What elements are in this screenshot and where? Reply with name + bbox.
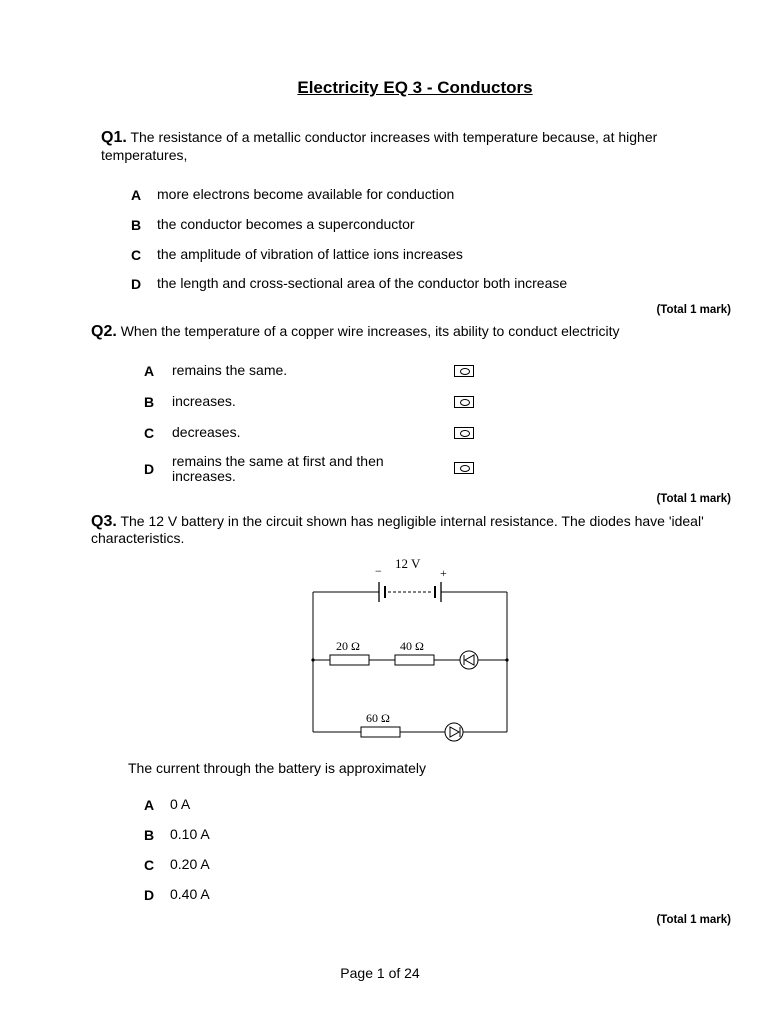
page-of-label: of: [388, 965, 401, 981]
q2-option-text: remains the same.: [172, 362, 288, 378]
oval-mark-icon: [460, 465, 470, 472]
q3-option-letter: B: [144, 827, 155, 843]
q3-option-letter: C: [144, 857, 155, 873]
q3-option-text: 0 A: [170, 796, 191, 812]
q2-option-letter: A: [144, 363, 155, 379]
question-3-text: [91, 513, 704, 530]
question-3-number: Q3.: [91, 513, 117, 530]
q1-option-letter: A: [131, 187, 142, 203]
question-1-stem-line2: temperatures,: [101, 147, 188, 163]
resistor-20-label: 20 Ω: [336, 639, 360, 653]
q2-option-letter: C: [144, 425, 155, 441]
question-1-number: Q1.: [101, 129, 127, 146]
battery-plus: +: [440, 566, 447, 580]
q1-option-text: the length and cross-sectional area of the conductor both increase: [157, 275, 568, 291]
answer-checkbox-a[interactable]: [454, 365, 474, 377]
battery-minus: −: [375, 564, 382, 578]
resistor-40-label: 40 Ω: [400, 639, 424, 653]
q3-option-letter: A: [144, 797, 155, 813]
q1-option-text: more electrons become available for conduction: [157, 186, 455, 202]
q2-option-text-line2: increases.: [172, 468, 236, 484]
oval-mark-icon: [460, 368, 470, 375]
q3-total-mark: (Total 1 mark): [656, 914, 731, 926]
q3-option-text: 0.20 A: [170, 856, 210, 872]
q1-option-letter: C: [131, 247, 142, 263]
q2-option-text: increases.: [172, 393, 236, 409]
answer-checkbox-b[interactable]: [454, 396, 474, 408]
q2-total-mark: (Total 1 mark): [656, 493, 731, 505]
answer-checkbox-c[interactable]: [454, 427, 474, 439]
q1-total-mark: (Total 1 mark): [656, 304, 731, 316]
question-1-text: [101, 129, 657, 146]
q2-option-letter: B: [144, 394, 155, 410]
circuit-diagram: [300, 553, 520, 743]
question-3-prompt: The current through the battery is approximately: [128, 760, 427, 776]
q1-option-letter: D: [131, 276, 142, 292]
q2-option-text-line1: remains the same at first and then: [172, 453, 384, 469]
question-3-stem-line2: characteristics.: [91, 530, 185, 546]
q3-option-text: 0.10 A: [170, 826, 210, 842]
q1-option-text: the conductor becomes a superconductor: [157, 216, 415, 232]
q2-option-text: decreases.: [172, 424, 241, 440]
question-3-stem-line1: The 12 V battery in the circuit shown has negligible internal resistance. The diodes have 'ideal': [120, 513, 704, 529]
page-total: 24: [404, 965, 420, 981]
q3-option-letter: D: [144, 887, 155, 903]
q1-option-text: the amplitude of vibration of lattice ions increases: [157, 246, 463, 262]
q2-option-letter: D: [144, 461, 155, 477]
resistor-60-label: 60 Ω: [366, 711, 390, 725]
page-number: 1: [376, 965, 385, 981]
question-2-text: [91, 323, 619, 340]
page-footer: [0, 965, 760, 981]
q1-option-letter: B: [131, 217, 142, 233]
page-title: Electricity EQ 3 - Conductors: [297, 78, 533, 97]
answer-checkbox-d[interactable]: [454, 462, 474, 474]
question-1-stem-line1: The resistance of a metallic conductor increases with temperature because, at higher: [130, 129, 658, 145]
question-2-stem: When the temperature of a copper wire increases, its ability to conduct electricity: [120, 323, 620, 339]
q3-option-text: 0.40 A: [170, 886, 210, 902]
oval-mark-icon: [460, 430, 470, 437]
oval-mark-icon: [460, 399, 470, 406]
battery-label: 12 V: [395, 556, 421, 571]
page-label: Page: [340, 965, 373, 981]
question-2-number: Q2.: [91, 323, 117, 340]
